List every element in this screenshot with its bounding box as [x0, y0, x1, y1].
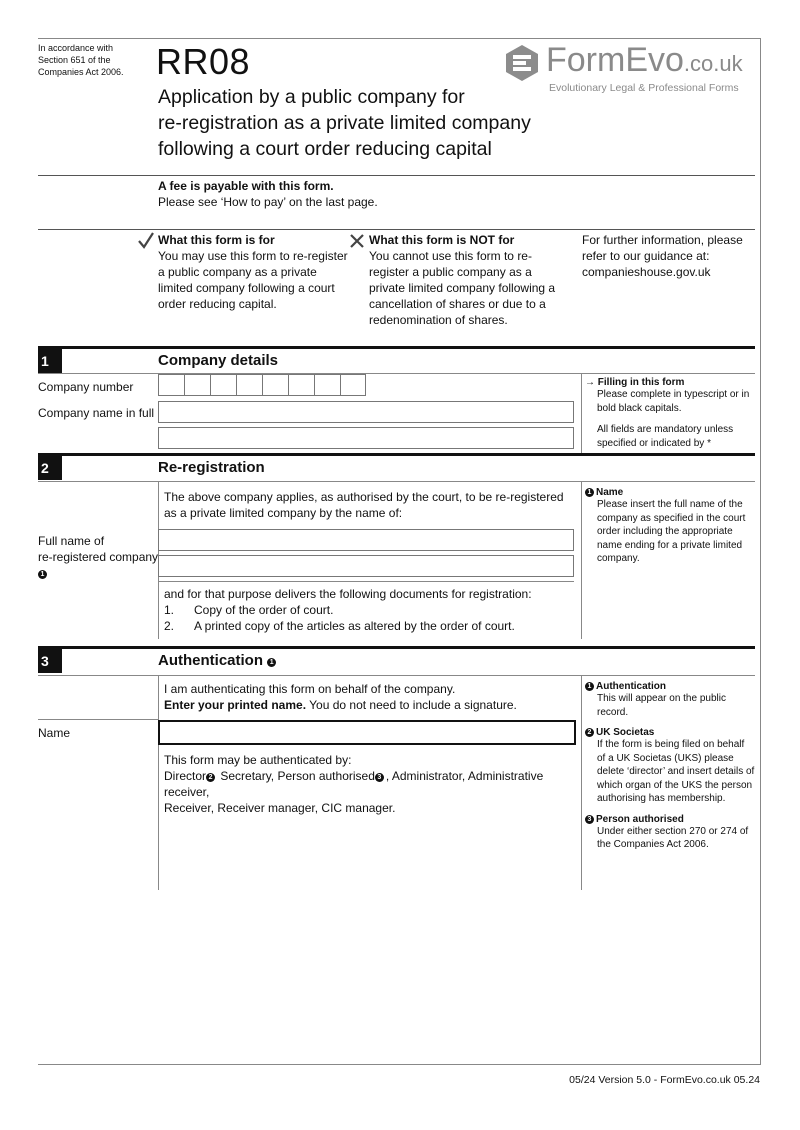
form-not-for — [369, 232, 559, 328]
fee-line: Please see ‘How to pay’ on the last page. — [158, 195, 378, 209]
footnote-1-icon: 1 — [38, 570, 47, 579]
note-column-line — [581, 373, 582, 453]
company-number-digit[interactable] — [262, 374, 288, 396]
label-line: re-registered company — [38, 550, 159, 564]
divider — [38, 229, 755, 230]
divider — [38, 719, 158, 720]
list-item: 2. A printed copy of the articles as altered by the order of court. — [164, 619, 515, 633]
formevo-logo-icon — [503, 44, 541, 82]
company-number-digit[interactable] — [236, 374, 262, 396]
note-column-line — [581, 481, 582, 639]
full-name-field-2[interactable] — [158, 555, 574, 577]
divider — [38, 481, 755, 482]
title-line: following a court order reducing capital — [158, 138, 492, 160]
footer-divider — [38, 1064, 761, 1065]
company-number-digit[interactable] — [314, 374, 340, 396]
form-is-for — [158, 232, 348, 312]
note: 2 UK Societas If the form is being filed on behalf of a UK Societas (UKS) please delete ‘director’ and insert details of which organ of the UKS the person authorising has membership. — [585, 727, 755, 806]
further-info: For further information, please refer to our guidance at: companieshouse.gov.uk — [582, 233, 743, 279]
form-title — [158, 84, 531, 162]
cross-icon — [349, 233, 365, 249]
check-icon — [137, 231, 155, 249]
title-line: re-registration as a private limited company — [158, 112, 531, 134]
company-number-digit[interactable] — [158, 374, 184, 396]
logo-tagline: Evolutionary Legal & Professional Forms — [549, 82, 739, 94]
note: 1 Authentication This will appear on the public record. — [585, 681, 755, 719]
arrow-icon: → — [585, 377, 598, 388]
printed-name-field[interactable] — [158, 720, 576, 745]
section-reference: In accordance with Section 651 of the Companies Act 2006. — [38, 43, 124, 77]
not-for-body: You cannot use this form to re-register a public company as a private limited company following a cancellation of shares or due to a redenomination of shares. — [369, 249, 556, 327]
footnote-1-icon: 1 — [585, 682, 594, 691]
auth-line: Receiver, Receiver manager, CIC manager. — [164, 801, 396, 815]
note-title: Filling in this form — [597, 377, 685, 388]
divider — [158, 581, 574, 582]
intro-bold: Enter your printed name. — [164, 698, 307, 712]
form-code: RR08 — [156, 41, 251, 82]
section-number: 2 — [38, 456, 62, 480]
footnote-1-icon: 1 — [267, 658, 276, 667]
section-title-text: Authentication — [158, 652, 263, 669]
section-number: 3 — [38, 649, 62, 673]
divider — [38, 373, 755, 374]
filling-note — [585, 377, 755, 450]
authenticated-by: This form may be authenticated by: Director 2 Secretary, Person authorised 3 , Administrator, Administrative receiver, Receiver, Receiver manager, CIC manager. — [164, 752, 576, 816]
company-number-digit[interactable] — [340, 374, 366, 396]
reregistration-intro: The above company applies, as authorised by the court, to be re-registered as a private limited company by the name of: — [164, 490, 564, 520]
note-title: Name — [596, 487, 624, 498]
section-number: 1 — [38, 349, 62, 373]
footnote-3-icon: 3 — [375, 773, 384, 782]
divider — [38, 675, 755, 676]
logo-suffix: .co.uk — [683, 51, 743, 76]
note-body: All fields are mandatory unless specified or indicated by * — [597, 424, 734, 449]
label-line: Full name of — [38, 534, 105, 548]
full-name-label — [38, 533, 158, 581]
authentication-intro — [164, 681, 574, 713]
not-for-title: What this form is NOT for — [369, 233, 515, 247]
delivers-text: and for that purpose delivers the following documents for registration: — [164, 587, 532, 601]
footnote-1-icon: 1 — [585, 488, 594, 497]
company-number-label: Company number — [38, 380, 134, 394]
authentication-notes — [585, 681, 755, 852]
is-for-body: You may use this form to re-register a public company as a private limited company following a court order reducing capital. — [158, 249, 348, 311]
list-item: 1. Copy of the order of court. — [164, 603, 334, 617]
footnote-2-icon: 2 — [206, 773, 215, 782]
footnote-3-icon: 3 — [585, 815, 594, 824]
logo-name: FormEvo — [546, 41, 684, 79]
section-divider — [38, 453, 755, 456]
company-name-field[interactable] — [158, 401, 574, 423]
version-footer: 05/24 Version 5.0 - FormEvo.co.uk 05.24 — [569, 1074, 760, 1086]
documents-list — [164, 586, 574, 634]
right-border — [760, 38, 761, 1064]
section-title: Company details — [158, 352, 279, 369]
section-title — [158, 652, 278, 669]
note-column-line — [581, 675, 582, 890]
logo-wordmark — [546, 40, 743, 84]
fee-line: A fee is payable with this form. — [158, 179, 334, 193]
name-label: Name — [38, 726, 71, 740]
note-body: Please insert the full name of the company as specified in the court order including the appropriate name ending for a private limited company. — [597, 499, 746, 564]
company-number-digit[interactable] — [210, 374, 236, 396]
company-name-label: Company name in full — [38, 406, 155, 420]
section-title: Re-registration — [158, 459, 265, 476]
company-number-digit[interactable] — [184, 374, 210, 396]
footnote-2-icon: 2 — [585, 728, 594, 737]
content-left-line — [158, 675, 159, 890]
divider — [38, 175, 755, 176]
section-divider — [38, 346, 755, 349]
note: 3 Person authorised Under either section 270 or 274 of the Companies Act 2006. — [585, 814, 755, 852]
is-for-title: What this form is for — [158, 233, 275, 247]
note-body: Please complete in typescript or in bold black capitals. — [597, 389, 750, 414]
intro-rest: You do not need to include a signature. — [306, 698, 517, 712]
fee-notice — [158, 178, 378, 210]
auth-by-text: This form may be authenticated by: — [164, 753, 352, 767]
company-number-digit[interactable] — [288, 374, 314, 396]
section-divider — [38, 646, 755, 649]
title-line: Application by a public company for — [158, 86, 465, 108]
name-note — [585, 487, 755, 566]
company-name-field-2[interactable] — [158, 427, 574, 449]
intro-line: I am authenticating this form on behalf of the company. — [164, 682, 456, 696]
top-border — [38, 38, 761, 39]
full-name-field[interactable] — [158, 529, 574, 551]
